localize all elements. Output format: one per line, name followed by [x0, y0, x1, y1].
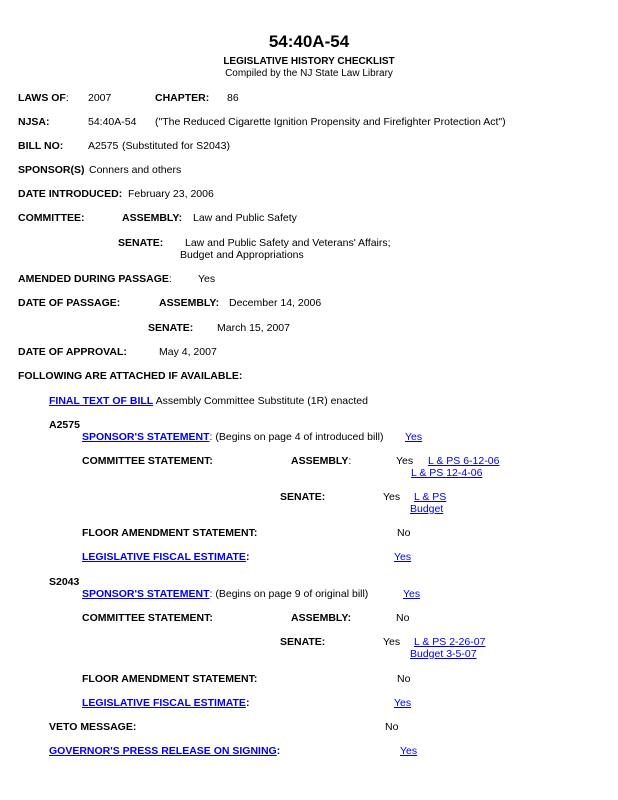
a2575-fiscal-yes-link[interactable]: Yes [394, 551, 412, 563]
bill-no-note: (Substituted for S2043) [122, 140, 230, 152]
s2043-fiscal-row: LEGISLATIVE FISCAL ESTIMATE: [82, 697, 250, 709]
final-text-row [49, 395, 368, 407]
a2575-committee-senate-label: SENATE: [280, 491, 326, 503]
a2575-assembly-lps-12-4-06-link[interactable]: L & PS 12-4-06 [411, 467, 483, 479]
s2043-committee-label: COMMITTEE STATEMENT: [82, 612, 213, 624]
chapter-label: CHAPTER: [155, 92, 210, 104]
passage-assembly-label: ASSEMBLY: [159, 297, 220, 309]
passage-assembly-value: December 14, 2006 [229, 297, 322, 309]
laws-of-label: LAWS OF: [18, 92, 69, 104]
committee-assembly-value: Law and Public Safety [193, 212, 297, 224]
passage-senate-label: SENATE: [148, 322, 194, 334]
s2043-floor-amendment-value: No [397, 673, 411, 685]
passage-senate-value: March 15, 2007 [217, 322, 290, 334]
committee-senate-value-1: Law and Public Safety and Veterans' Affairs; [185, 237, 391, 249]
a2575-committee-senate-yes: Yes [383, 491, 401, 503]
governor-row: GOVERNOR'S PRESS RELEASE ON SIGNING: [49, 745, 281, 757]
veto-message-value: No [385, 721, 399, 733]
a2575-sponsor-statement-link[interactable]: SPONSOR'S STATEMENT [82, 431, 210, 443]
s2043-fiscal-yes-link[interactable]: Yes [394, 697, 412, 709]
s2043-committee-senate-yes: Yes [383, 636, 401, 648]
a2575-senate-lps-link[interactable]: L & PS [414, 491, 447, 503]
committee-assembly-label: ASSEMBLY: [122, 212, 183, 224]
a2575-senate-budget-link[interactable]: Budget [410, 503, 444, 515]
s2043-sponsor-row [82, 588, 368, 600]
a2575-fiscal-row: LEGISLATIVE FISCAL ESTIMATE: [82, 551, 250, 563]
checklist-subtitle: LEGISLATIVE HISTORY CHECKLIST [223, 56, 395, 67]
njsa-label: NJSA: [18, 116, 50, 128]
final-text-link[interactable]: FINAL TEXT OF BILL [49, 395, 154, 407]
governor-press-release-link[interactable]: GOVERNOR'S PRESS RELEASE ON SIGNING [49, 745, 277, 757]
s2043-committee-assembly-value: No [396, 612, 410, 624]
a2575-floor-amendment-value: No [397, 527, 411, 539]
a2575-sponsor-yes-link[interactable]: Yes [405, 431, 423, 443]
sponsor-label: SPONSOR(S) [18, 164, 85, 176]
s2043-committee-assembly-label: ASSEMBLY: [291, 612, 352, 624]
date-of-approval-label: DATE OF APPROVAL: [18, 346, 127, 358]
compiled-by: Compiled by the NJ State Law Library [225, 68, 393, 79]
njsa-title: ("The Reduced Cigarette Ignition Propensity and Firefighter Protection Act") [155, 116, 506, 128]
a2575-committee-assembly-yes: Yes [396, 455, 414, 467]
s2043-heading: S2043 [49, 576, 80, 588]
attached-heading: FOLLOWING ARE ATTACHED IF AVAILABLE: [18, 370, 243, 382]
s2043-floor-amendment-label: FLOOR AMENDMENT STATEMENT: [82, 673, 258, 685]
sponsor-value: Conners and others [89, 164, 182, 176]
amended-value: Yes [198, 273, 216, 285]
chapter-value: 86 [227, 92, 239, 104]
a2575-heading: A2575 [49, 419, 80, 431]
date-introduced-label: DATE INTRODUCED: [18, 188, 123, 200]
veto-message-label: VETO MESSAGE: [49, 721, 137, 733]
final-text-desc: Assembly Committee Substitute (1R) enacted [155, 395, 368, 407]
laws-of-value: 2007 [88, 92, 112, 104]
s2043-sponsor-desc: : (Begins on page 9 of original bill) [209, 588, 369, 600]
s2043-sponsor-yes-link[interactable]: Yes [403, 588, 421, 600]
bill-no-label: BILL NO: [18, 140, 64, 152]
a2575-fiscal-estimate-link[interactable]: LEGISLATIVE FISCAL ESTIMATE [82, 551, 246, 563]
committee-label: COMMITTEE: [18, 212, 85, 224]
s2043-senate-lps-2-26-07-link[interactable]: L & PS 2-26-07 [414, 636, 486, 648]
governor-yes-link[interactable]: Yes [400, 745, 418, 757]
s2043-senate-budget-3-5-07-link[interactable]: Budget 3-5-07 [410, 648, 477, 660]
committee-senate-label: SENATE: [118, 237, 164, 249]
page-title: 54:40A-54 [268, 32, 350, 51]
s2043-committee-senate-label: SENATE: [280, 636, 326, 648]
date-of-approval-value: May 4, 2007 [159, 346, 217, 358]
date-introduced-value: February 23, 2006 [128, 188, 214, 200]
date-of-passage-label: DATE OF PASSAGE: [18, 297, 121, 309]
s2043-sponsor-statement-link[interactable]: SPONSOR'S STATEMENT [82, 588, 210, 600]
amended-label: AMENDED DURING PASSAGE: [18, 273, 172, 285]
a2575-floor-amendment-label: FLOOR AMENDMENT STATEMENT: [82, 527, 258, 539]
a2575-sponsor-row [82, 431, 384, 443]
a2575-sponsor-desc: : (Begins on page 4 of introduced bill) [209, 431, 384, 443]
a2575-committee-label: COMMITTEE STATEMENT: [82, 455, 213, 467]
njsa-value: 54:40A-54 [88, 116, 137, 128]
committee-senate-value-2: Budget and Appropriations [180, 249, 304, 261]
a2575-assembly-lps-6-12-06-link[interactable]: L & PS 6-12-06 [428, 455, 500, 467]
a2575-committee-assembly-label: ASSEMBLY: [291, 455, 352, 467]
bill-no-value: A2575 [88, 140, 119, 152]
s2043-fiscal-estimate-link[interactable]: LEGISLATIVE FISCAL ESTIMATE [82, 697, 246, 709]
